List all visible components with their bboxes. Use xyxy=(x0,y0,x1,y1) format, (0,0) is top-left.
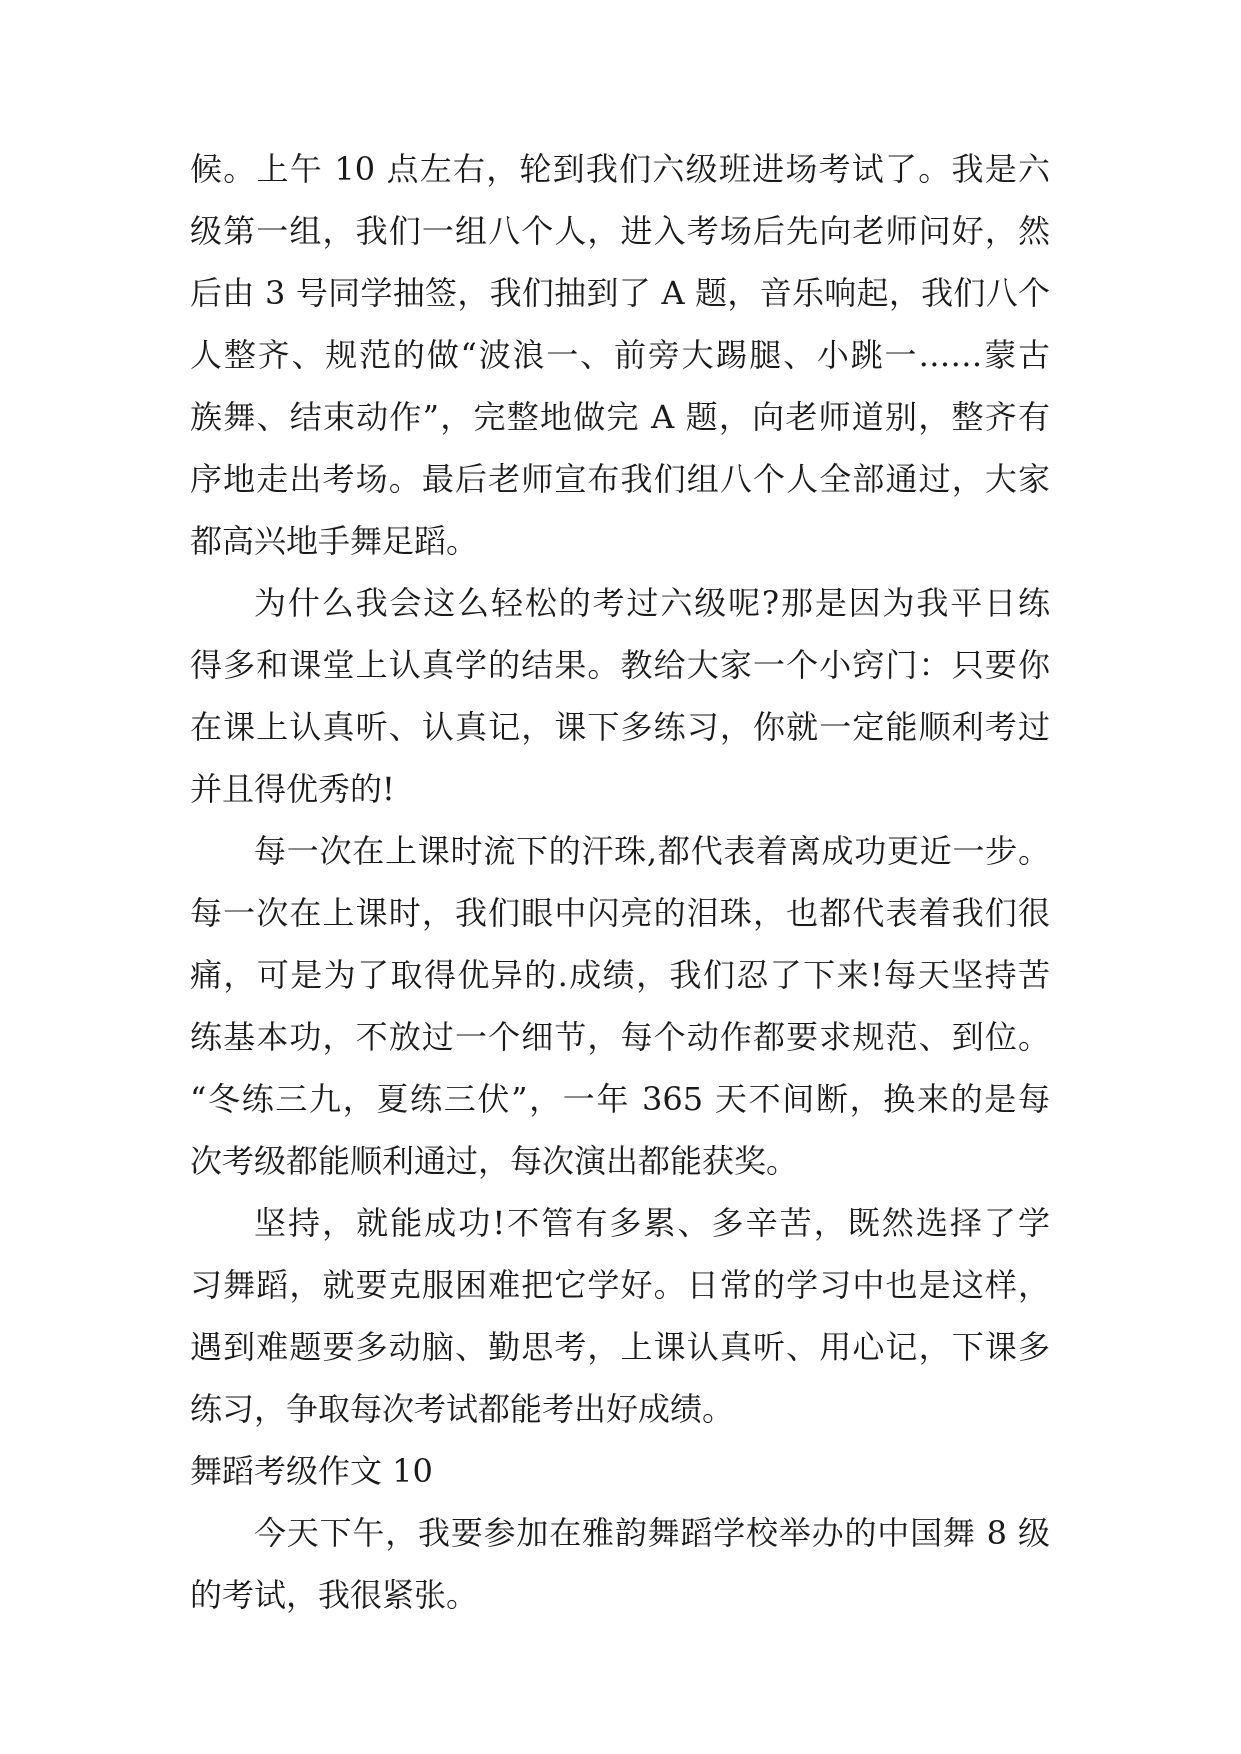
text-line: 为什么我会这么轻松的考过六级呢?那是因为我平日练 xyxy=(254,584,1050,622)
text-line: “冬练三九，夏练三伏”，一年 365 天不间断，换来的是每 xyxy=(190,1080,1050,1118)
text-line: 人整齐、规范的做“波浪一、前旁大踢腿、小跳一……蒙古 xyxy=(190,336,1050,374)
paragraph xyxy=(190,572,1050,820)
paragraph xyxy=(190,820,1050,1192)
text-line: 族舞、结束动作”，完整地做完 A 题，向老师道别，整齐有 xyxy=(190,398,1050,436)
text-line: 次考级都能顺利通过，每次演出都能获奖。 xyxy=(190,1142,799,1180)
paragraph xyxy=(190,1192,1050,1440)
text-line: 痛，可是为了取得优异的.成绩，我们忍了下来!每天坚持苦 xyxy=(190,956,1050,994)
text-line: 习舞蹈，就要克服困难把它学好。日常的学习中也是这样， xyxy=(190,1266,1050,1304)
text-line: 级第一组，我们一组八个人，进入考场后先向老师问好，然 xyxy=(190,212,1050,250)
text-line: 今天下午，我要参加在雅韵舞蹈学校举办的中国舞 8 级 xyxy=(254,1514,1050,1552)
text-line: 遇到难题要多动脑、勤思考，上课认真听、用心记，下课多 xyxy=(190,1328,1050,1366)
text-line: 练基本功，不放过一个细节，每个动作都要求规范、到位。 xyxy=(190,1018,1050,1056)
text-line: 每一次在上课时流下的汗珠,都代表着离成功更近一步。 xyxy=(254,832,1050,870)
text-line: 练习，争取每次考试都能考出好成绩。 xyxy=(190,1390,735,1428)
text-line: 并且得优秀的! xyxy=(190,770,395,808)
text-line: 都高兴地手舞足蹈。 xyxy=(190,522,479,560)
text-line: 后由 3 号同学抽签，我们抽到了 A 题，音乐响起，我们八个 xyxy=(190,274,1050,312)
text-line: 坚持，就能成功!不管有多累、多辛苦，既然选择了学 xyxy=(254,1204,1050,1242)
text-line: 候。上午 10 点左右，轮到我们六级班进场考试了。我是六 xyxy=(190,150,1050,188)
section-heading: 舞蹈考级作文 10 xyxy=(190,1452,433,1490)
text-line: 每一次在上课时，我们眼中闪亮的泪珠，也都代表着我们很 xyxy=(190,894,1050,932)
text-line: 在课上认真听、认真记，课下多练习，你就一定能顺利考过 xyxy=(190,708,1050,746)
text-line: 序地走出考场。最后老师宣布我们组八个人全部通过，大家 xyxy=(190,460,1050,498)
paragraph xyxy=(190,138,1050,572)
document-page xyxy=(190,138,1050,1626)
text-line: 的考试，我很紧张。 xyxy=(190,1576,479,1614)
text-line: 得多和课堂上认真学的结果。教给大家一个小窍门：只要你 xyxy=(190,646,1050,684)
paragraph xyxy=(190,1502,1050,1626)
